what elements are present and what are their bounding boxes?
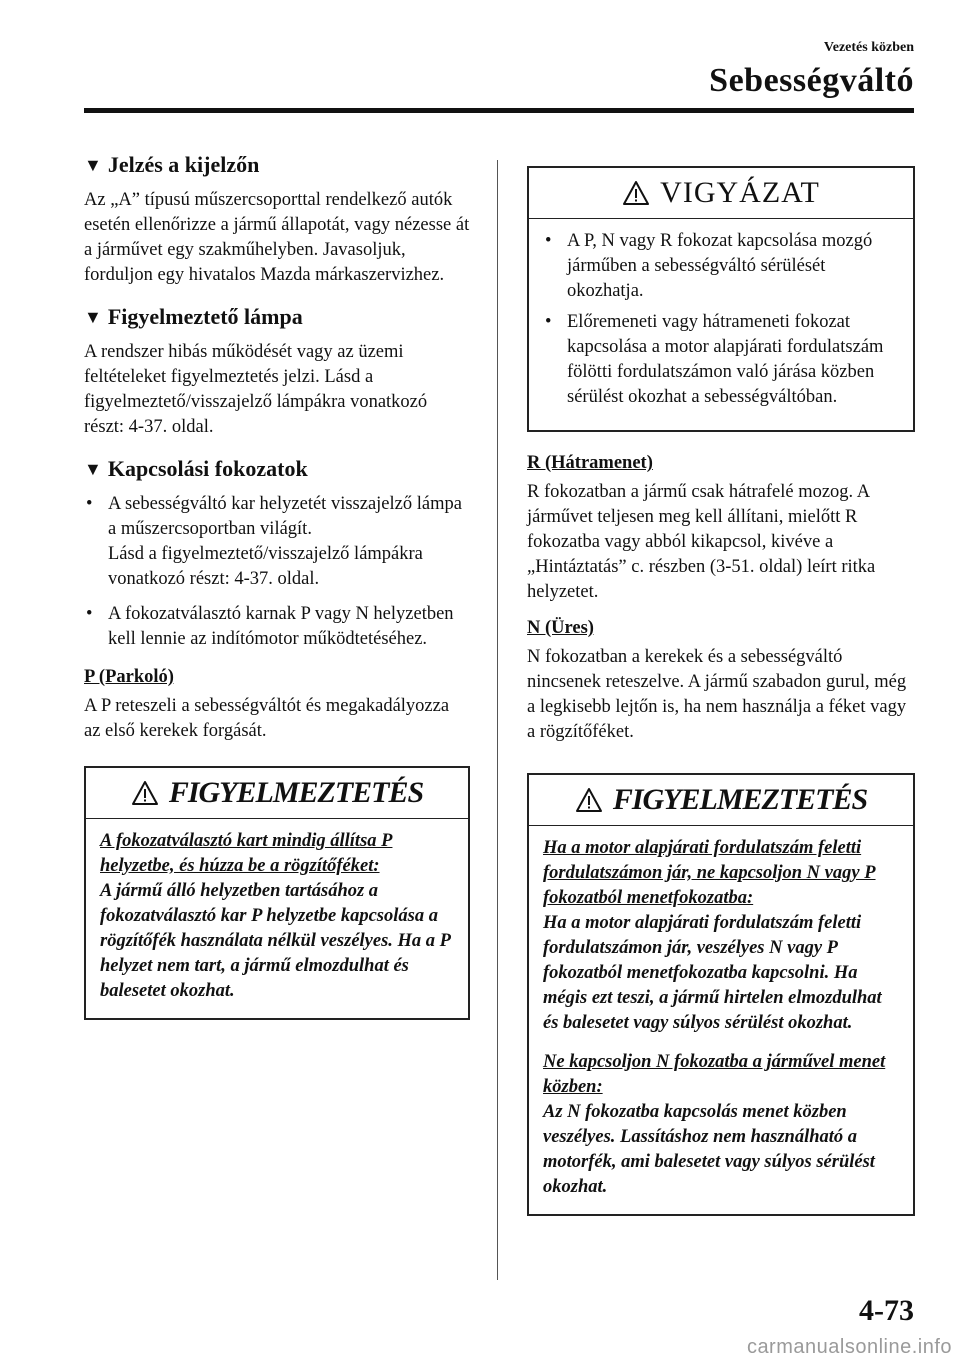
list-item: [84, 602, 470, 652]
list-item-text: Előremeneti vagy hátrameneti fokozat kapcsolása a motor alapjárati fordulatszám fölötti fordulatszámon való járása közben sérülést okozhat a sebességváltóban.: [567, 312, 884, 407]
bullet-icon: •: [545, 312, 552, 332]
header-rule: [84, 108, 914, 113]
header-section-label: Vezetés közben: [823, 40, 914, 55]
caution-box-title: VIGYÁZAT: [660, 176, 820, 209]
subheading-reverse: R (Hátramenet): [527, 453, 653, 473]
caution-box-body: [529, 219, 913, 430]
warning-box-header: [86, 768, 468, 819]
left-column: [84, 150, 470, 1020]
section-heading: [84, 150, 470, 180]
section-heading-text: Figyelmeztető lámpa: [107, 304, 303, 329]
section-display-indication: [84, 150, 470, 288]
page-title: Sebességváltó: [709, 62, 914, 99]
warning-triangle-icon: [131, 780, 159, 806]
triangle-marker-icon: ▼: [84, 155, 102, 175]
warning-box-header: [529, 775, 913, 826]
neutral-paragraph: N fokozatban a kerekek és a sebességváltó nincsenek reteszelve. A jármű szabadon gurul, még a legkisebb lejtőn is, ha nem használja a féket vagy a rögzítőféket.: [527, 647, 907, 742]
right-column: [527, 166, 915, 1216]
warning-heading: Ne kapcsoljon N fokozatba a járművel menet közben:: [543, 1052, 886, 1097]
reverse-paragraph: R fokozatban a jármű csak hátrafelé mozog. A járművet teljesen meg kell állítani, mielőtt R fokozatba vagy abból kikapcsol, kivéve a „Hintáztatás” c. részben (3-51. oldal) leírt ritka helyzetet.: [527, 482, 876, 602]
list-item-text: A sebességváltó kar helyzetét visszajelző lámpa a műszercsoportban világít.: [108, 494, 462, 539]
bullet-icon: •: [545, 231, 552, 251]
bullet-list: [543, 229, 899, 410]
triangle-marker-icon: ▼: [84, 307, 102, 327]
park-paragraph: A P reteszeli a sebességváltót és megakadályozza az első kerekek forgását.: [84, 696, 450, 741]
section-heading-text: Kapcsolási fokozatok: [107, 456, 308, 481]
section-paragraph: Az „A” típusú műszercsoporttal rendelkező autók esetén ellenőrizze a jármű állapotát, vagy nézesse át a járművet egy szakműhelyben. Javasoljuk, forduljon egy hivatalos Mazda márkaszervizhez.: [84, 190, 470, 285]
section-shift-positions: [84, 454, 470, 744]
bullet-icon: •: [86, 494, 93, 514]
warning-text: Az N fokozatba kapcsolás menet közben veszélyes. Lassításhoz nem használható a motorfék, ami balesetet vagy súlyos sérülést okozhat.: [543, 1102, 875, 1197]
subheading-park: P (Parkoló): [84, 667, 174, 687]
bullet-list: [84, 492, 470, 652]
list-item-text: Lásd a figyelmeztető/visszajelző lámpákra vonatkozó részt: 4-37. oldal.: [108, 544, 423, 589]
subheading-neutral: N (Üres): [527, 618, 594, 638]
warning-box-title: FIGYELMEZTETÉS: [612, 783, 868, 816]
warning-triangle-icon: [575, 787, 603, 813]
warning-text: Ha a motor alapjárati fordulatszám feletti fordulatszámon jár, veszélyes N vagy P fokozatból menetfokozatba kapcsolni. Ha mégis ezt teszi, a jármű hirtelen elmozdulhat és balesetet vagy súlyos sérülést okozhat.: [543, 913, 882, 1033]
warning-text: A jármű álló helyzetben tartásához a fokozatválasztó kar P helyzetbe kapcsolása a rögzítőfék használata nélkül veszélyes. Ha a P helyzet nem tart, a jármű elmozdulhat és balesetet okozhat.: [100, 881, 451, 1001]
column-divider: [497, 160, 498, 1280]
warning-box-body: [86, 819, 468, 1018]
section-paragraph: A rendszer hibás működését vagy az üzemi feltételeket figyelmeztetés jelzi. Lásd a figyelmeztető/visszajelző lámpákra vonatkozó részt: 4-37. oldal.: [84, 342, 428, 437]
list-item: [543, 310, 899, 410]
warning-box-body: [529, 826, 913, 1214]
list-item: [543, 229, 899, 304]
triangle-marker-icon: ▼: [84, 459, 102, 479]
list-item: [84, 492, 470, 592]
warning-box-title: FIGYELMEZTETÉS: [168, 776, 424, 809]
watermark: carmanualsonline.info: [746, 1336, 952, 1358]
section-warning-lamp: [84, 302, 470, 440]
bullet-icon: •: [86, 604, 93, 624]
section-heading-text: Jelzés a kijelzőn: [107, 152, 260, 177]
section-heading: [84, 302, 470, 332]
list-item-text: A P, N vagy R fokozat kapcsolása mozgó járműben a sebességváltó sérülését okozhatja.: [567, 231, 873, 301]
caution-box-header: [529, 168, 913, 219]
list-item-text: A fokozatválasztó karnak P vagy N helyzetben kell lennie az indítómotor működtetéséhez.: [108, 604, 454, 649]
warning-triangle-icon: [622, 180, 650, 206]
warning-box: [84, 766, 470, 1020]
page-number: 4-73: [859, 1294, 914, 1327]
section-heading: [84, 454, 470, 484]
caution-box: [527, 166, 915, 432]
warning-box: [527, 773, 915, 1216]
warning-heading: Ha a motor alapjárati fordulatszám feletti fordulatszámon jár, ne kapcsoljon N vagy P fokozatból menetfokozatba:: [543, 838, 876, 908]
warning-heading: A fokozatválasztó kart mindig állítsa P helyzetbe, és húzza be a rögzítőféket:: [100, 831, 393, 876]
